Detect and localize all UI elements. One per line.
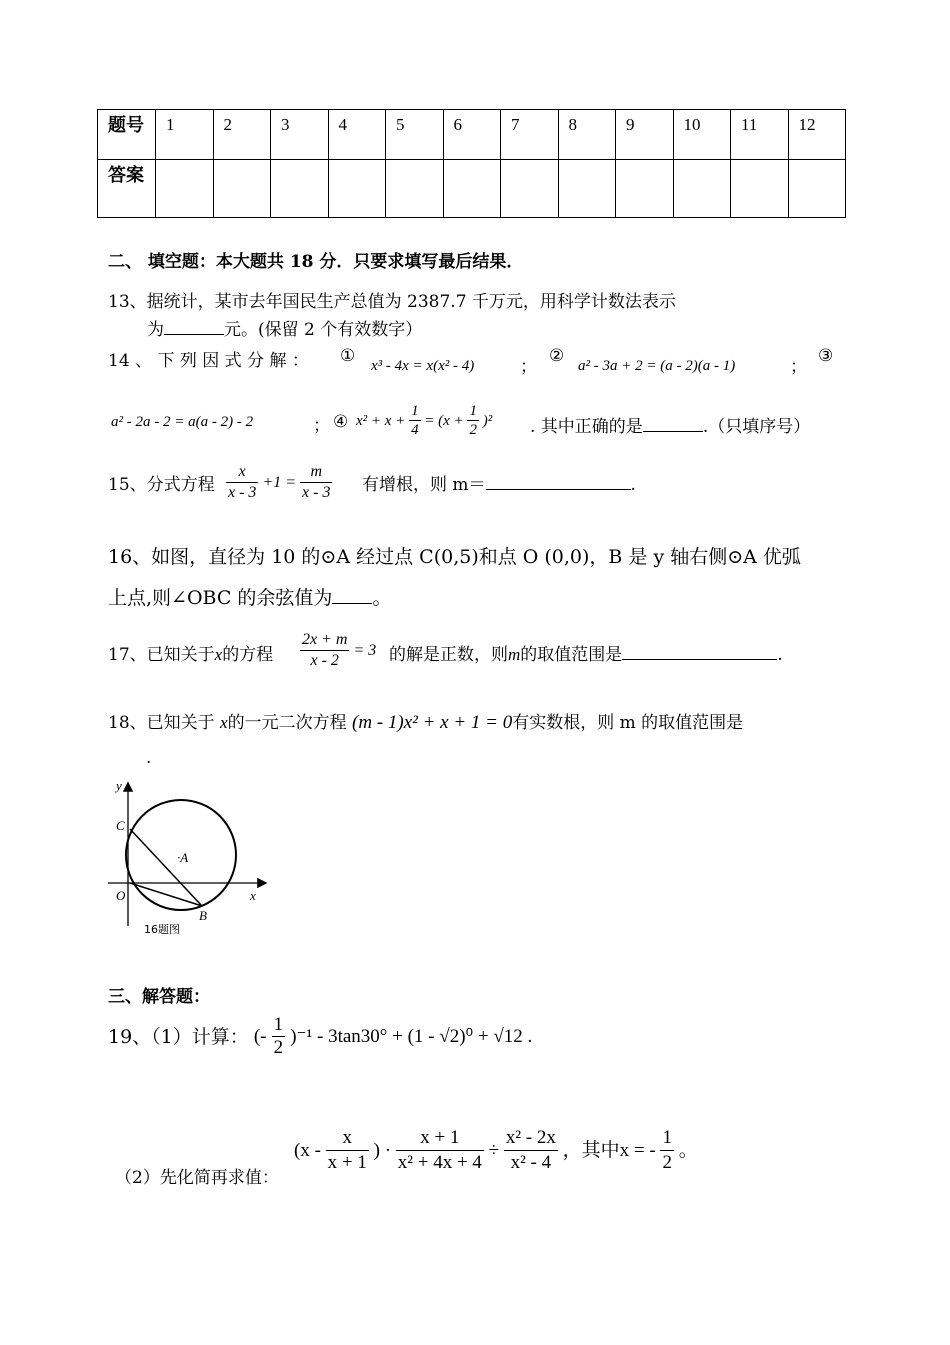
q17-mid: 的方程	[222, 645, 274, 665]
q19-p2-a: (x -	[294, 1139, 321, 1161]
q14-tail-note: .（只填序号）	[702, 417, 811, 437]
q18-mid: 的一元二次方程	[227, 713, 347, 733]
q15-prefix: 15、分式方程	[108, 475, 215, 495]
answer-table	[97, 109, 846, 218]
q19-part1	[108, 1014, 532, 1059]
q15-expr	[226, 462, 332, 503]
q16-line2-text: 上点,则∠OBC 的余弦值为	[108, 587, 333, 609]
answer-cell[interactable]	[501, 160, 559, 218]
table-row	[98, 160, 846, 218]
q19-part2-label: （2）先化简再求值：	[115, 1168, 279, 1188]
q14-marker-2: ②	[549, 346, 565, 366]
q17-var-m: m	[508, 645, 521, 664]
q17-eq: = 3	[353, 641, 377, 659]
q16-line1: 16、如图，直径为 10 的⊙A 经过点 C(0,5)和点 O (0,0)，B 是 y 轴右侧⊙A 优弧	[108, 546, 801, 568]
frac-denominator: 2	[469, 422, 477, 438]
table-cell: 3	[271, 110, 329, 160]
q19-frac-1-2	[272, 1014, 286, 1059]
frac-numerator: 2x + m	[300, 630, 349, 651]
table-row	[98, 110, 846, 160]
q17-tail: 的解是正数，则m的取值范围是 .	[389, 645, 783, 665]
q18-prefix: 18、已知关于	[108, 713, 215, 733]
q19-p2-b: ) ·	[373, 1139, 392, 1161]
frac-numerator: x + 1	[396, 1126, 484, 1151]
q14-tail-text: . 其中正确的是	[530, 417, 643, 437]
q14-tail	[530, 412, 810, 437]
q19-p2-c: ÷	[488, 1139, 500, 1161]
section-3-title: 三、解答题：	[108, 987, 210, 1007]
q13-pre: 为	[147, 320, 164, 340]
q18-dot: .	[146, 748, 152, 768]
table-cell: 9	[616, 110, 674, 160]
frac-denominator: 4	[411, 422, 419, 438]
label-c: C	[116, 818, 125, 833]
q16-answer-blank[interactable]	[332, 603, 372, 604]
q19-part2-expr	[294, 1126, 698, 1175]
answer-cell[interactable]	[213, 160, 271, 218]
row-header-number: 题号	[98, 110, 156, 160]
frac-denominator: x + 1	[327, 1152, 367, 1173]
q17-post: 的解是正数，则	[389, 645, 508, 665]
q13-post: 元。(保留 2 个有效数字）	[224, 320, 423, 340]
q14-expr-4-mid: = (x +	[424, 412, 464, 429]
frac-numerator: m	[300, 462, 332, 483]
q19-expr-b: )⁻¹ - 3tan30° + (1 - √2)⁰ + √12 .	[290, 1025, 533, 1047]
answer-cell[interactable]	[673, 160, 731, 218]
q15-suffix: 有增根，则 m＝ .	[362, 475, 636, 495]
frac-denominator: x - 2	[310, 652, 339, 669]
q14-sep: ；	[520, 357, 537, 377]
figure-caption: 16题图	[144, 923, 180, 936]
label-x: x	[250, 888, 256, 903]
frac-denominator: x - 3	[302, 484, 331, 501]
table-cell: 4	[328, 110, 386, 160]
frac-numerator: 1	[273, 1014, 284, 1035]
q19-p2-frac-1	[326, 1126, 369, 1175]
table-cell: 12	[788, 110, 846, 160]
q17-answer-blank[interactable]	[622, 659, 777, 660]
frac-numerator: x	[226, 462, 258, 483]
frac-numerator: 1	[411, 403, 419, 419]
q14-expr-4	[356, 402, 492, 439]
frac-denominator: x - 3	[228, 484, 257, 501]
table-cell: 8	[558, 110, 616, 160]
q14-marker-4: ④	[333, 412, 349, 432]
q14-expr-3: a² - 2a - 2 = a(a - 2) - 2	[111, 414, 254, 430]
q17-post2: 的取值范围是	[520, 645, 623, 665]
q14-expr-1: x³ - 4x = x(x² - 4)	[371, 358, 475, 374]
q18-line	[108, 708, 743, 734]
q19-p2-d: ，其中x = -	[562, 1139, 656, 1161]
answer-cell[interactable]	[386, 160, 444, 218]
q19-p2-frac-4	[660, 1126, 674, 1175]
label-b: B	[199, 908, 207, 923]
frac-numerator: 1	[660, 1126, 674, 1151]
answer-cell[interactable]	[328, 160, 386, 218]
q15-frac-1	[226, 462, 258, 503]
frac-denominator: x² - 4	[510, 1152, 552, 1173]
table-cell: 10	[673, 110, 731, 160]
q19-p2-frac-3	[504, 1126, 558, 1175]
q13-line1: 13、据统计，某市去年国民生产总值为 2387.7 千万元，用科学计数法表示	[108, 292, 676, 312]
frac-denominator: x² + 4x + 4	[397, 1152, 482, 1173]
q19-p2-e: 。	[678, 1139, 698, 1161]
table-cell: 11	[731, 110, 789, 160]
label-a: ·A	[177, 850, 189, 865]
table-cell: 1	[156, 110, 214, 160]
q14-sep: ；	[313, 416, 330, 436]
q15-suffix-text: 有增根，则 m＝	[362, 475, 486, 495]
q18-suffix: 有实数根，则 m 的取值范围是	[512, 713, 744, 733]
answer-cell[interactable]	[558, 160, 616, 218]
row-header-answer: 答案	[98, 160, 156, 218]
q14-expr-4-post: )²	[482, 412, 493, 429]
section-2-title: 二、 填空题：本大题共 18 分．只要求填写最后结果．	[108, 252, 524, 272]
circle-diagram	[100, 776, 280, 941]
q15-answer-blank[interactable]	[486, 489, 631, 490]
q17-var-x: x	[214, 645, 223, 664]
q17-line	[108, 640, 273, 665]
q19-part1-label: 19、（1）计算：	[108, 1025, 249, 1048]
q14-frac-1-2	[467, 402, 479, 439]
q16-line2-post: 。	[372, 587, 392, 609]
q14-frac-1-4	[409, 402, 421, 439]
q19-expr-a: (-	[253, 1025, 267, 1047]
table-cell: 5	[386, 110, 444, 160]
q19-p2-frac-2	[396, 1126, 484, 1175]
q14-prefix: 14 、 下 列 因 式 分 解 ：	[108, 351, 309, 371]
q14-expr-4-pre: x² + x +	[356, 412, 406, 429]
q16-line2	[108, 583, 391, 610]
q13-answer-blank[interactable]	[164, 334, 224, 335]
q15-mid: +1 =	[262, 473, 297, 491]
table-cell: 6	[443, 110, 501, 160]
q13-line2	[147, 315, 422, 340]
q14-marker-1: ①	[340, 346, 356, 366]
q18-var-x: x	[220, 713, 228, 732]
q15-frac-2	[300, 462, 332, 503]
q14-expr-2: a² - 3a + 2 = (a - 2)(a - 1)	[578, 358, 736, 374]
table-cell: 7	[501, 110, 559, 160]
table-cell: 2	[213, 110, 271, 160]
answer-cell[interactable]	[156, 160, 214, 218]
answer-cell[interactable]	[731, 160, 789, 218]
q14-answer-blank[interactable]	[643, 431, 703, 432]
q17-frac	[300, 630, 349, 671]
frac-numerator: 1	[469, 403, 477, 419]
frac-denominator: 2	[273, 1037, 284, 1058]
frac-numerator: x² - 2x	[504, 1126, 558, 1151]
frac-denominator: 2	[662, 1152, 672, 1173]
q16-figure	[100, 776, 280, 941]
q17-expr	[300, 630, 376, 671]
label-o: O	[116, 888, 126, 903]
frac-numerator: x	[326, 1126, 369, 1151]
q17-prefix: 17、已知关于	[108, 645, 215, 665]
answer-cell[interactable]	[271, 160, 329, 218]
label-y: y	[116, 778, 122, 793]
q14-sep: ；	[790, 357, 807, 377]
answer-cell[interactable]	[616, 160, 674, 218]
answer-cell[interactable]	[788, 160, 846, 218]
q18-eq: (m - 1)x² + x + 1 = 0	[352, 712, 513, 733]
answer-cell[interactable]	[443, 160, 501, 218]
q14-marker-3: ③	[818, 346, 834, 366]
